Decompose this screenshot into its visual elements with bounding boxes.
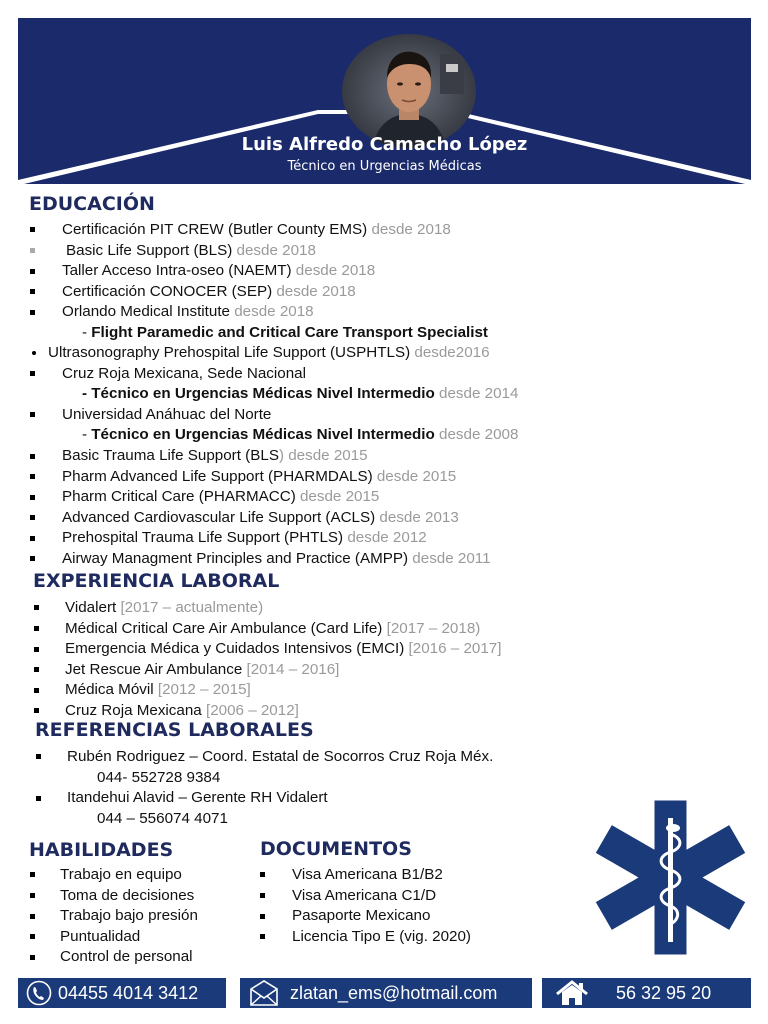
education-item-text: Pharm Critical Care (PHARMACC) desde 2015 [62,488,380,506]
bullet [30,947,35,968]
bullet [30,220,46,241]
bullet [30,927,35,948]
bullet [36,788,41,809]
skill-item-text: Toma de decisiones [60,886,195,904]
reference-phone: 044- 552728 9384 [97,768,221,786]
experience-item-date: [2012 – 2015] [153,681,251,699]
bullet [30,906,35,927]
bullet [260,906,265,927]
education-item-text: Certificación CONOCER (SEP) desde 2018 [62,282,356,300]
document-item-text: Visa Americana B1/B2 [292,866,443,883]
bullet [30,487,46,508]
bullet [30,446,46,467]
experience-heading: EXPERIENCIA LABORAL [33,570,280,592]
experience-item-text: Médical Critical Care Air Ambulance (Card Life) [2017 – 2018) [65,619,481,637]
education-item-date: desde 2008 [434,426,519,444]
reference-name: Itandehui Alavid – Gerente RH Vidalert [67,789,328,807]
bullet [30,405,46,426]
experience-item-text: Médica Móvil [2012 – 2015] [65,681,251,699]
education-item-date: desde 2018 [232,241,316,259]
profile-photo [342,34,476,148]
bullet [34,639,39,660]
bullet [34,660,39,681]
bullet [30,886,35,907]
bullet [260,865,265,886]
bullet [30,261,46,282]
bullet [34,680,39,701]
envelope-icon [248,979,280,1007]
email-box[interactable] [240,978,532,1008]
header-banner [18,18,751,186]
education-heading: EDUCACIÓN [29,193,155,215]
experience-item-text: Vidalert [2017 – actualmente) [65,599,264,616]
email-address: zlatan_ems@hotmail.com [290,983,498,1003]
bullet [30,528,46,549]
home-phone-box[interactable] [542,978,751,1008]
bullet [30,241,46,262]
reference-phone: 044 – 556074 4071 [97,809,228,827]
education-item-text: Airway Managment Principles and Practice (AMPP) desde 2011 [62,549,491,567]
education-item-text: Basic Trauma Life Support (BLS) desde 2015 [62,447,368,465]
bullet [30,282,46,303]
experience-item-text: Jet Rescue Air Ambulance [2014 – 2016] [65,660,340,678]
bullet [36,747,41,768]
star-of-life-icon [593,800,748,960]
experience-item-date: [2017 – actualmente) [116,599,264,616]
bullet [30,467,46,488]
house-icon [554,980,590,1006]
bullet [260,886,265,907]
education-item-text: Pharm Advanced Life Support (PHARMDALS) desde 2015 [62,467,457,485]
reference-name: Rubén Rodriguez – Coord. Estatal de Socorros Cruz Roja Méx. [67,748,494,765]
education-item-text: Basic Life Support (BLS) desde 2018 [66,241,316,259]
education-item-date: desde 2013 [375,508,459,526]
bullet [34,598,39,619]
experience-item-date: [2006 – 2012] [201,701,299,719]
education-item-date: desde 2011 [408,549,491,567]
experience-item-date: [2014 – 2016] [242,660,340,678]
person-name: Luis Alfredo Camacho López [241,134,528,155]
bullet [260,927,265,948]
education-item-text: Certificación PIT CREW (Butler County EMS) desde 2018 [62,221,451,238]
education-item-date: desde 2018 [291,262,376,280]
documents-heading: DOCUMENTOS [260,838,412,860]
education-item-date: ) desde 2015 [278,447,368,465]
education-item-text: Universidad Anáhuac del Norte [62,405,272,423]
education-item-date: desde 2018 [367,221,451,238]
education-item-text: Taller Acceso Intra-oseo (NAEMT) desde 2018 [62,262,376,280]
bullet [30,865,35,886]
education-item-text: Cruz Roja Mexicana, Sede Nacional [62,364,306,382]
phone-icon [24,980,56,1006]
skill-item-text: Puntualidad [60,927,141,945]
education-item-date: desde 2015 [295,488,380,506]
bullet [30,508,46,529]
bullet [32,343,48,364]
skill-item-text: Trabajo bajo presión [60,907,198,925]
education-item-date: desde 2015 [372,467,457,485]
education-item-text: Advanced Cardiovascular Life Support (ACLS) desde 2013 [62,508,459,526]
experience-item-text: Cruz Roja Mexicana [2006 – 2012] [65,701,299,719]
education-item-date: desde 2012 [343,529,427,547]
bullet [30,549,46,570]
education-item-text: - Técnico en Urgencias Médicas Nivel Intermedio desde 2008 [82,426,519,444]
bullet [34,619,39,640]
education-item-text: Ultrasonography Prehospital Life Support (USPHTLS) desde2016 [48,344,490,362]
education-item-text: Prehospital Trauma Life Support (PHTLS) desde 2012 [62,529,427,547]
phone-number: 04455 4014 3412 [58,983,199,1003]
bullet [30,302,46,323]
references-heading: REFERENCIAS LABORALES [35,719,314,741]
skill-item-text: Trabajo en equipo [60,866,182,883]
bullet [30,364,46,385]
home-phone-number: 56 32 95 20 [616,983,712,1003]
education-item-date: desde 2018 [230,303,314,321]
person-title: Técnico en Urgencias Médicas [287,159,482,174]
experience-item-date: [2017 – 2018) [382,619,481,637]
education-item-date: desde 2018 [272,282,356,300]
education-item-date: desde 2014 [434,385,519,403]
education-item-date: desde2016 [410,344,490,362]
skill-item-text: Control de personal [60,948,193,966]
document-item-text: Licencia Tipo E (vig. 2020) [292,927,471,945]
education-item-text: - Técnico en Urgencias Médicas Nivel Intermedio desde 2014 [82,385,519,403]
experience-item-text: Emergencia Médica y Cuidados Intensivos (EMCI) [2016 – 2017] [65,640,502,658]
document-item-text: Visa Americana C1/D [292,886,437,904]
skills-heading: HABILIDADES [29,839,174,861]
experience-item-date: [2016 – 2017] [404,640,502,658]
phone-box[interactable] [18,978,226,1008]
education-item-text: Orlando Medical Institute desde 2018 [62,303,314,321]
education-item-text: - Flight Paramedic and Critical Care Transport Specialist [82,323,488,341]
document-item-text: Pasaporte Mexicano [292,907,431,925]
